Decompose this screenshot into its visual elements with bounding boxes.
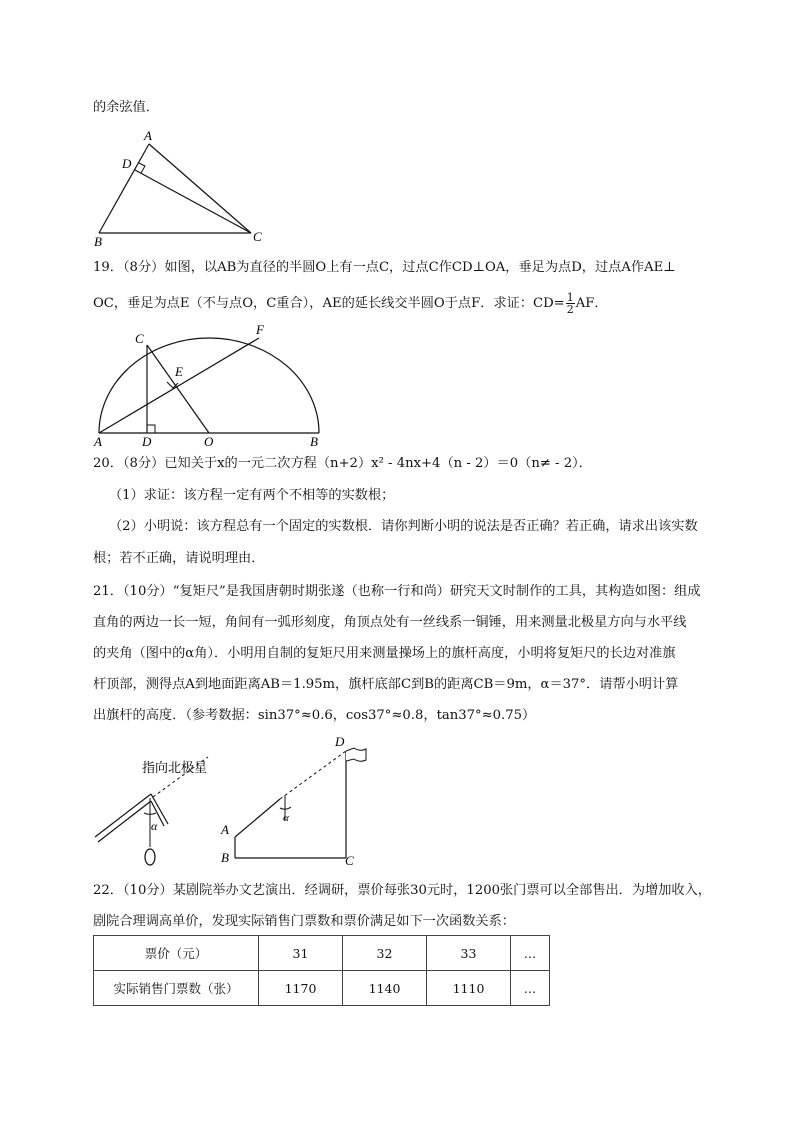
table-cell: 实际销售门票数（张） [94,971,259,1006]
table-cell: 31 [259,936,343,971]
q22-line-1: 22．（10分）某剧院举办文艺演出．经调研，票价每张30元时，1200张门票可以全部售出．为增加收入， [93,883,711,898]
fig21-alpha-left: α [151,819,158,833]
table-cell: … [511,936,550,971]
fig21-label-c: C [345,853,354,868]
table-cell: 1170 [259,971,343,1006]
fig19-label-b: B [310,434,318,449]
q21-line-3: 的夹角（图中的α角）．小明用自制的复矩尺用来测量操场上的旗杆高度，小明将复矩尺的长边对准旗 [93,646,676,661]
fig18-label-b: B [94,234,102,249]
q20-line-1: 20．（8分）已知关于x的一元二次方程（n+2）x² - 4nx+4（n - 2）＝0（n≠ - 2）． [93,456,592,471]
q21-line-5: 出旗杆的高度．（参考数据：sin37°≈0.6，cos37°≈0.8，tan37°≈0.75） [93,708,536,723]
q22-line-2: 剧院合理调高单价，发现实际销售门票数和票价满足如下一次函数关系： [93,914,515,929]
fig18-label-d: D [122,156,132,171]
table-cell: … [511,971,550,1006]
fig19-label-c: C [135,331,144,346]
figure-q21-instrument [88,750,228,870]
q20-line-2: （1）求证：该方程一定有两个不相等的实数根； [109,488,395,503]
table-cell: 1110 [427,971,511,1006]
q19-frac-num: 1 [566,291,574,304]
q19-line-2-post: AF． [575,296,608,311]
figure-q18-triangle [88,125,278,250]
q20-line-3: （2）小明说：该方程总有一个固定的实数根．请你判断小明的说法是否正确？若正确，请求出该实数 [109,519,698,534]
fig18-label-a: A [144,128,152,143]
fig19-label-f: F [256,322,264,337]
fig21-label-d: D [335,735,345,749]
q19-line-1: 19．（8分）如图，以AB为直径的半圆O上有一点C，过点C作CD⊥OA，垂足为点D，过点A作AE⊥ [93,260,676,275]
q21-line-1: 21．（10分）“复矩尺”是我国唐朝时期张遂（也称一行和尚）研究天文时制作的工具，其构造如图：组成 [93,584,701,599]
q18-tail-text: 的余弦值． [93,100,159,115]
fig19-label-d: D [142,434,152,449]
q19-frac-den: 2 [566,303,574,316]
table-cell: 33 [427,936,511,971]
figure-q19-semicircle [88,318,328,450]
q19-line-2 [93,292,608,315]
table-cell: 票价（元） [94,936,259,971]
q20-line-4: 根；若不正确，请说明理由． [93,551,265,566]
fig18-label-c: C [253,229,262,244]
fig21-label-b: B [221,850,229,865]
fig21-alpha-right: α [283,812,289,824]
fig19-label-o: O [204,434,214,449]
q19-line-2-pre: OC，垂足为点E（不与点O，C重合），AE的延长线交半圆O于点F．求证：CD= [93,296,565,311]
table-row [94,936,550,971]
q21-line-2: 直角的两边一长一短，角间有一弧形刻度，角顶点处有一丝线系一铜锤，用来测量北极星方向与水平线 [93,615,687,630]
ticket-price-table [93,935,550,1006]
fig21-label-a: A [221,822,229,837]
fig21-caption: 指向北极星 [142,760,208,775]
q21-line-4: 杆顶部，测得点A到地面距离AB＝1.95m，旗杆底部C到B的距离CB＝9m，α＝37°．请帮小明计算 [93,677,679,692]
fig19-label-e: E [175,364,183,379]
fig19-label-a: A [94,434,102,449]
figure-q21-flagpole [215,735,375,870]
q19-fraction [566,292,575,315]
table-cell: 1140 [343,971,427,1006]
table-cell: 32 [343,936,427,971]
table-row [94,971,550,1006]
